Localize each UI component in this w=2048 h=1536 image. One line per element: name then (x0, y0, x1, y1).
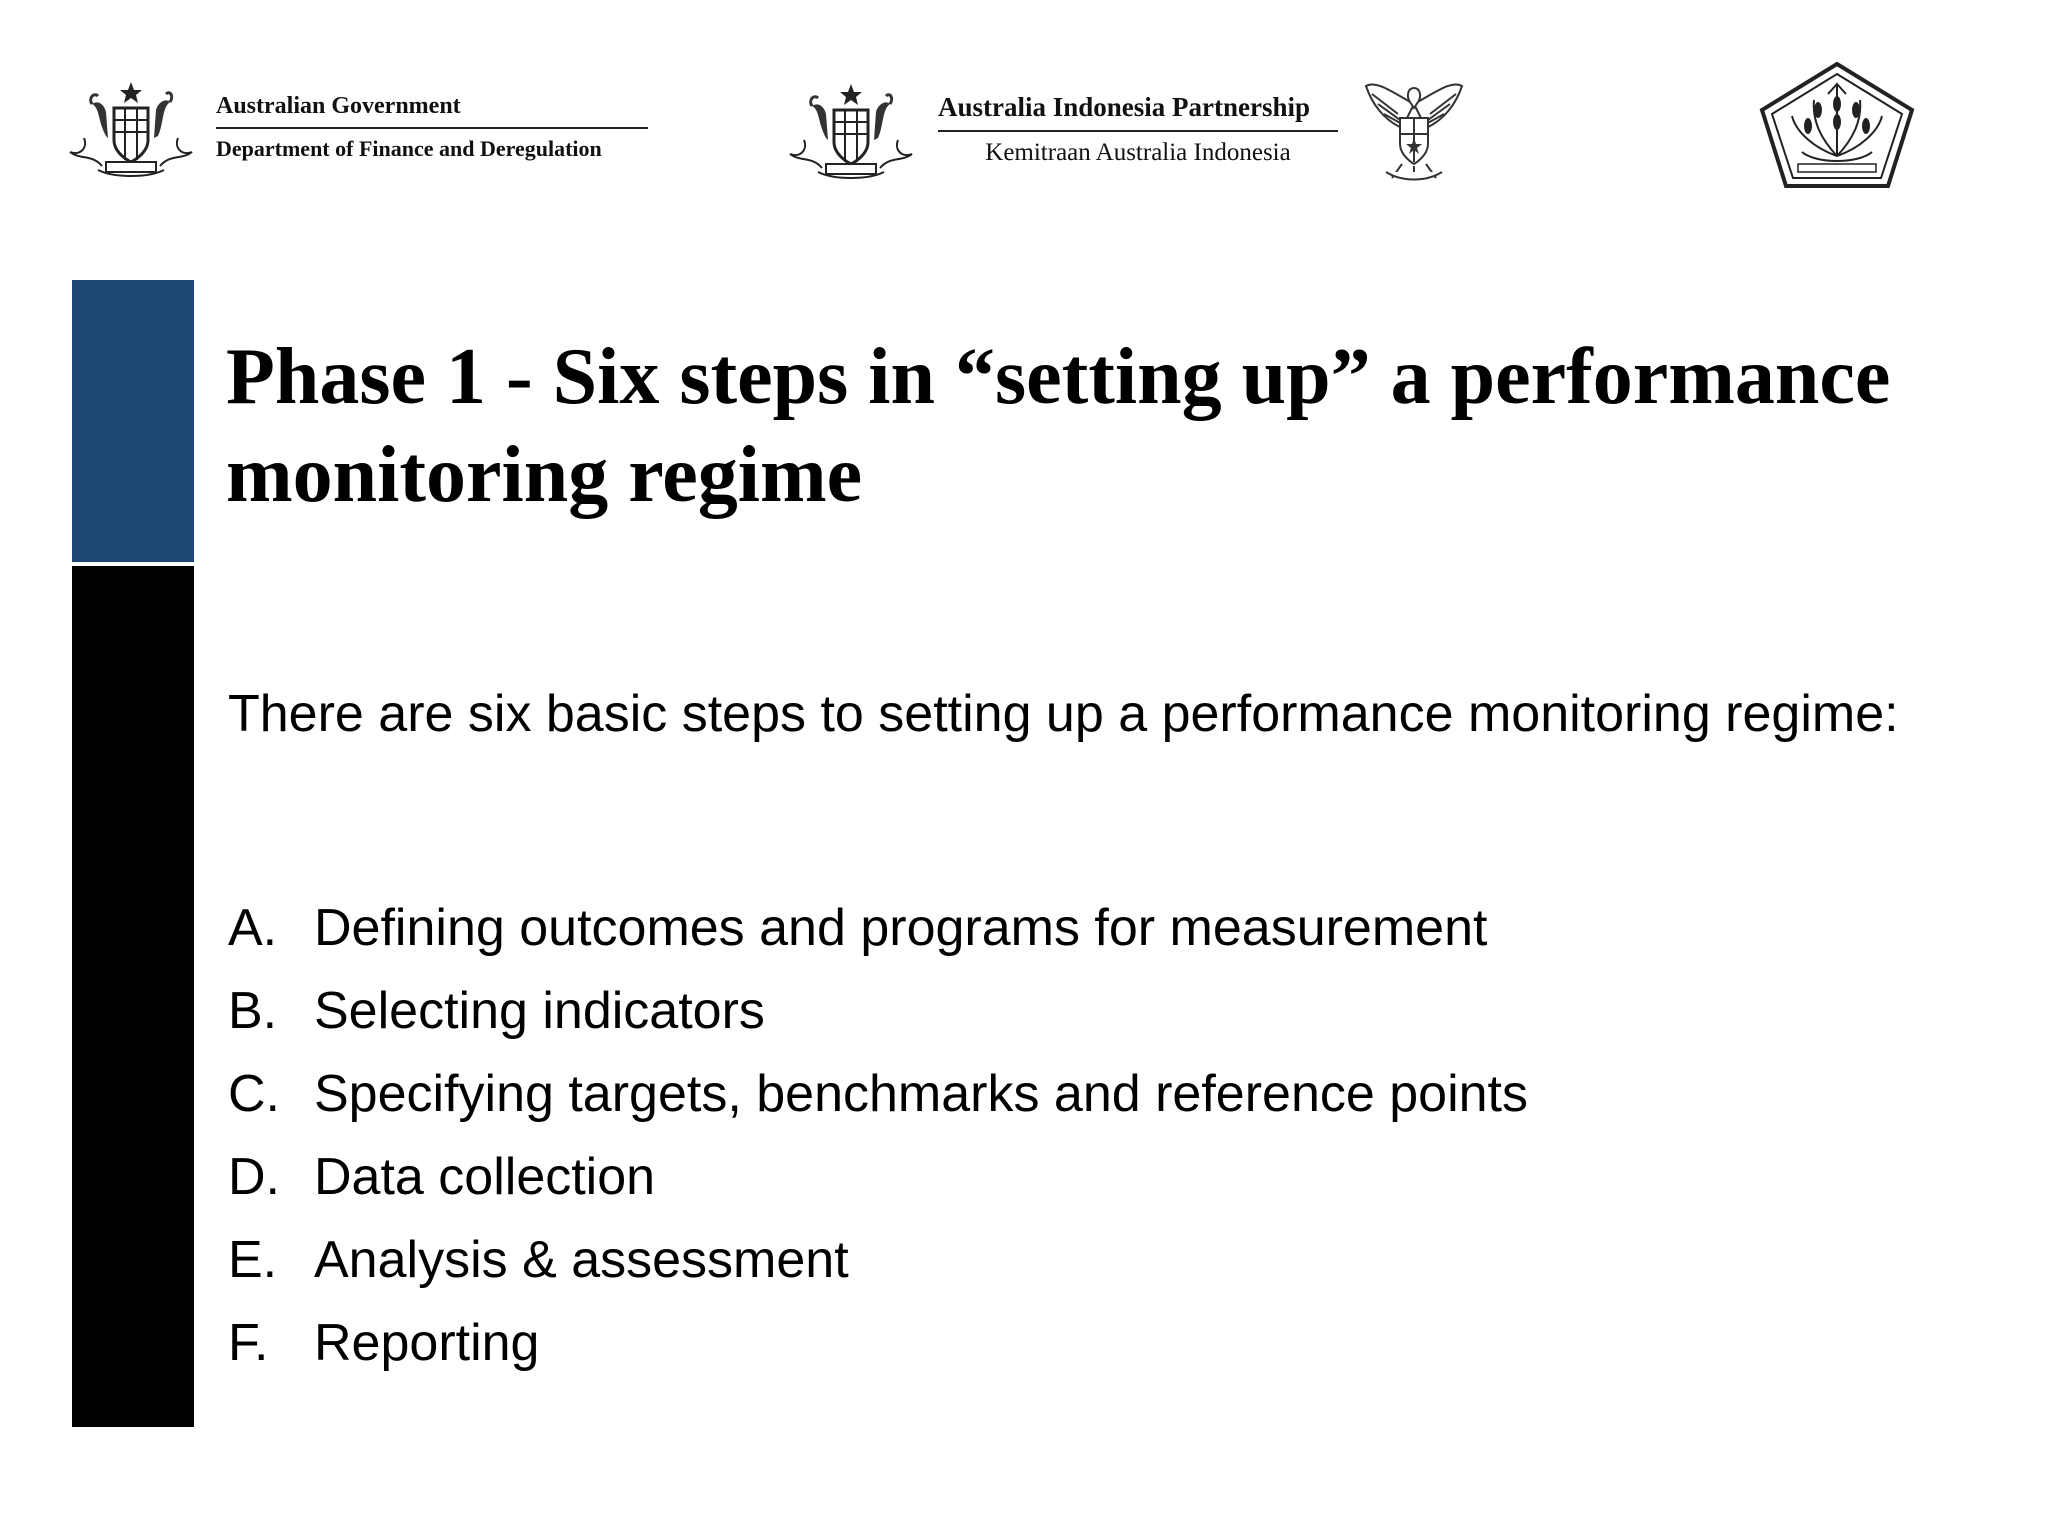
step-letter: D. (228, 1148, 280, 1206)
partnership-name: Australia Indonesia Partnership (938, 92, 1338, 132)
step-text: Data collection (314, 1148, 656, 1206)
step-text: Defining outcomes and programs for measurement (314, 899, 1488, 957)
partnership-wordmark (938, 92, 1338, 167)
partnership-name-indonesian: Kemitraan Australia Indonesia (985, 138, 1291, 166)
step-text: Reporting (314, 1314, 540, 1372)
list-item (228, 1147, 1528, 1230)
accent-bar-blue (72, 280, 194, 562)
step-text: Specifying targets, benchmarks and reference points (314, 1065, 1529, 1123)
list-item (228, 1313, 1528, 1396)
intro-paragraph: There are six basic steps to setting up a performance monitoring regime: (228, 685, 1899, 743)
list-item (228, 898, 1528, 981)
step-text: Selecting indicators (314, 982, 765, 1040)
step-text: Analysis & assessment (314, 1231, 849, 1289)
step-letter: E. (228, 1231, 278, 1289)
australian-coat-of-arms-icon (62, 74, 200, 180)
accent-bar-black (72, 566, 194, 1427)
list-item (228, 1230, 1528, 1313)
australian-government-logo (62, 74, 648, 180)
list-item (228, 1064, 1528, 1147)
aus-gov-wordmark (216, 93, 648, 162)
list-item (228, 981, 1528, 1064)
step-letter: C. (228, 1065, 280, 1123)
step-letter: F. (228, 1314, 269, 1372)
garuda-pancasila-icon (1362, 74, 1466, 184)
kementerian-keuangan-logo (1756, 60, 1918, 190)
steps-list (228, 898, 1528, 1396)
step-letter: B. (228, 982, 278, 1040)
kementerian-keuangan-emblem-icon (1756, 60, 1918, 190)
aus-gov-department: Department of Finance and Deregulation (216, 135, 602, 161)
aus-gov-name: Australian Government (216, 93, 648, 129)
slide-title: Phase 1 - Six steps in “setting up” a performance monitoring regime (226, 333, 1891, 519)
australian-coat-of-arms-icon (782, 76, 920, 182)
australia-indonesia-partnership-logo (782, 74, 1466, 184)
step-letter: A. (228, 899, 278, 957)
